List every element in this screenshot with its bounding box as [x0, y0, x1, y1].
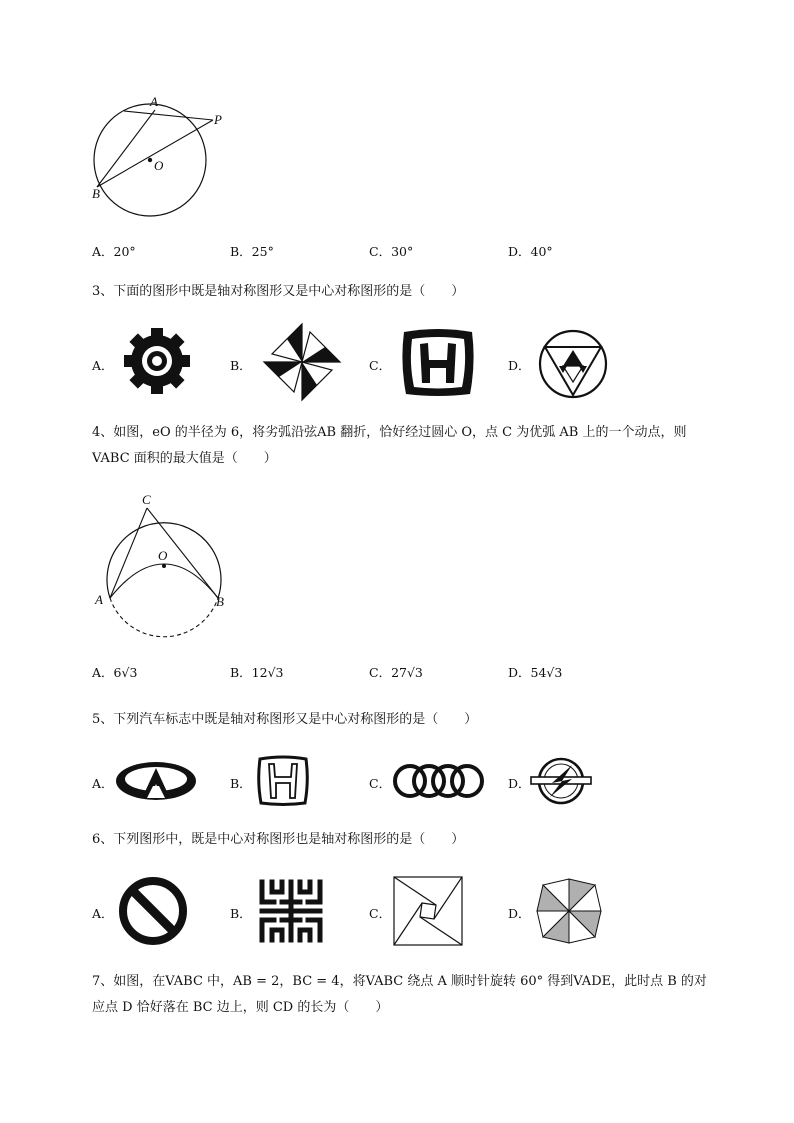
- q6-option-d-letter[interactable]: D．: [508, 906, 531, 921]
- label-b: B: [216, 594, 224, 609]
- q5-option-a-letter[interactable]: A．: [92, 776, 114, 791]
- q3-option-d-letter[interactable]: D．: [508, 358, 531, 373]
- pinwheel-icon: [535, 877, 603, 945]
- q6-option-c-letter[interactable]: C．: [369, 906, 392, 921]
- maze-pattern-icon: [258, 878, 324, 944]
- triangle-in-circle-icon: [537, 328, 609, 400]
- q6-option-b-letter[interactable]: B．: [230, 906, 252, 921]
- label-p: P: [214, 112, 222, 127]
- q7-stem-line1: 7、如图，在VABC 中，AB = 2，BC = 4，将VABC 绕点 A 顺时针旋转 60° 得到VADE，此时点 B 的对: [92, 974, 707, 989]
- q2-option-b[interactable]: B．25°: [230, 244, 274, 259]
- q4-stem-line2: VABC 面积的最大值是（ ）: [92, 451, 277, 466]
- opel-logo-icon: [528, 755, 594, 807]
- q3-option-c-letter[interactable]: C．: [369, 358, 392, 373]
- q4-stem-line1: 4、如图，eO 的半径为 6，将劣弧沿弦AB 翻折，恰好经过圆心 O，点 C 为优弧 AB 上的一个动点，则: [92, 425, 687, 440]
- q4-option-a[interactable]: A．6√3: [92, 665, 138, 680]
- q4-option-b[interactable]: B．12√3: [230, 665, 284, 680]
- gear-icon: [122, 326, 192, 396]
- q3-option-b-letter[interactable]: B．: [230, 358, 252, 373]
- q5-option-c-letter[interactable]: C．: [369, 776, 392, 791]
- label-a: A: [95, 592, 103, 607]
- label-c: C: [142, 492, 151, 507]
- q2-figure: [80, 90, 240, 220]
- circle-tangent-diagram: [80, 90, 240, 220]
- q3-stem: 3、下面的图形中既是轴对称图形又是中心对称图形的是（ ）: [92, 284, 465, 299]
- audi-rings-icon: [392, 762, 484, 800]
- honda-logo-icon: [255, 756, 311, 806]
- label-o: O: [154, 158, 164, 173]
- q4-option-d[interactable]: D．54√3: [508, 665, 563, 680]
- q2-option-a[interactable]: A．20°: [92, 244, 136, 259]
- q7-stem-line2: 应点 D 恰好落在 BC 边上，则 CD 的长为（ ）: [92, 1000, 389, 1015]
- q3-option-a-letter[interactable]: A．: [92, 358, 114, 373]
- q4-figure: [90, 490, 240, 630]
- infiniti-logo-icon: [113, 756, 199, 806]
- q5-stem: 5、下列汽车标志中既是轴对称图形又是中心对称图形的是（ ）: [92, 712, 478, 727]
- square-pinwheel-icon: [392, 875, 464, 947]
- label-o: O: [158, 548, 168, 563]
- q2-option-d[interactable]: D．40°: [508, 244, 553, 259]
- prohibition-sign-icon: [118, 876, 188, 946]
- q5-option-d-letter[interactable]: D．: [508, 776, 531, 791]
- q5-option-b-letter[interactable]: B．: [230, 776, 252, 791]
- label-a: A: [150, 94, 158, 109]
- q2-option-c[interactable]: C．30°: [369, 244, 414, 259]
- q6-stem: 6、下列图形中，既是中心对称图形也是轴对称图形的是（ ）: [92, 832, 465, 847]
- label-b: B: [92, 186, 100, 201]
- q6-option-a-letter[interactable]: A．: [92, 906, 114, 921]
- q4-option-c[interactable]: C．27√3: [369, 665, 423, 680]
- honda-logo-icon: [398, 328, 478, 398]
- pinwheel-icon: [262, 322, 342, 402]
